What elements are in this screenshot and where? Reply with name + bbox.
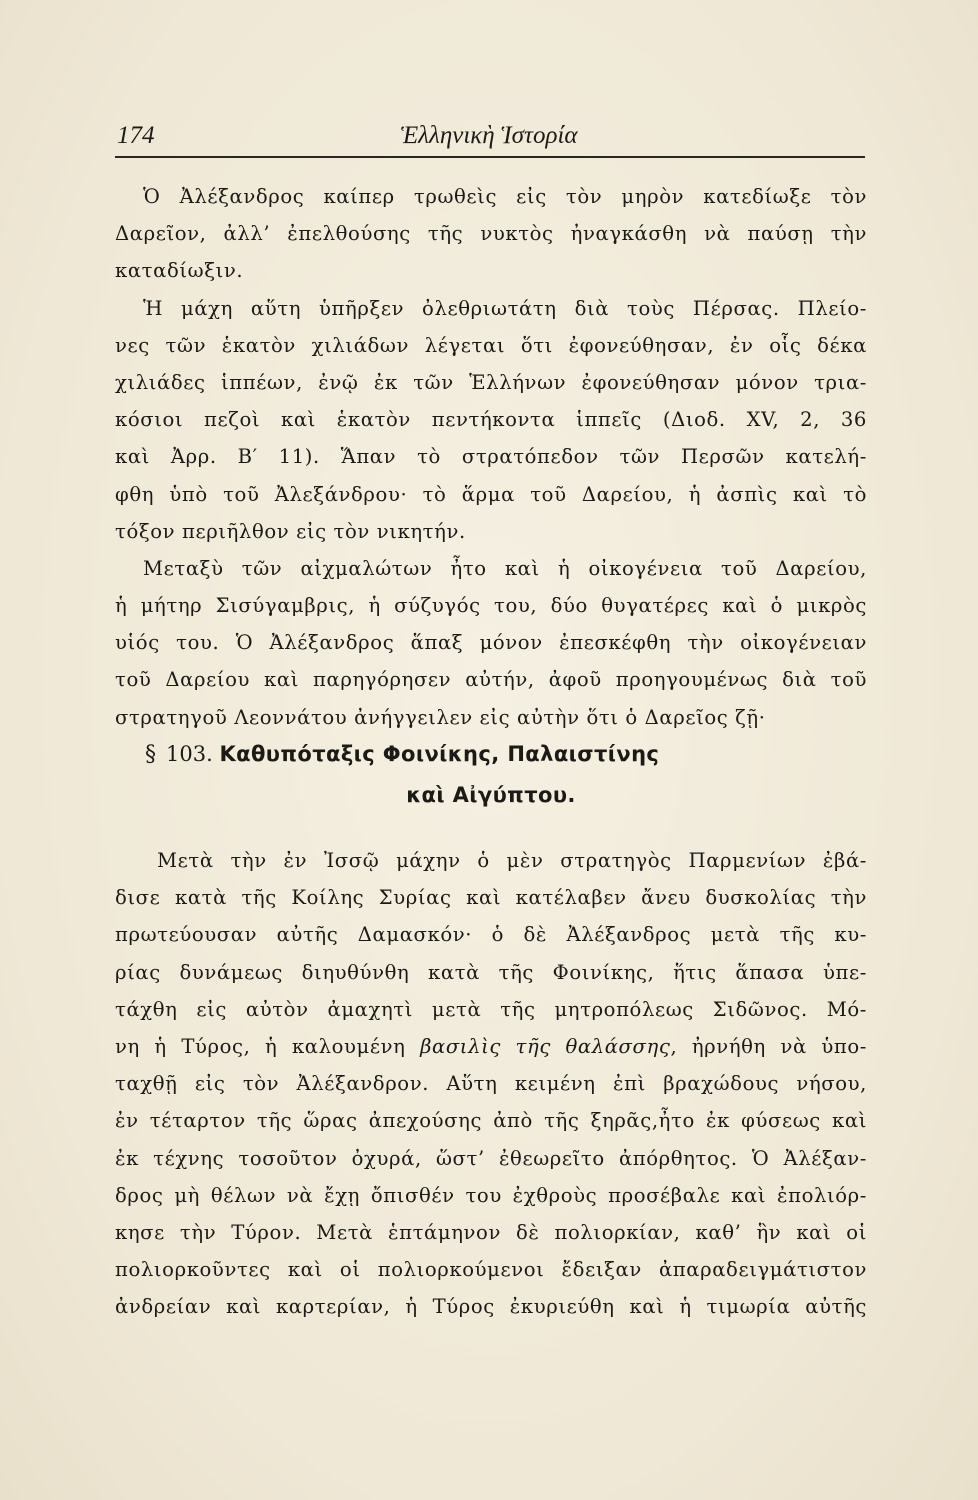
text-line: ρίας δυνάμεως διηυθύνθη κατὰ τῆς Φοινίκης, ἥτις ἅπασα ὑπε- — [115, 960, 867, 984]
text-line: ἐν τέταρτον τῆς ὥρας ἀπεχούσης ἀπὸ τῆς ξηρᾶς,ἦτο ἐκ φύσεως καὶ — [115, 1109, 867, 1133]
text-line: τάχθη εἰς αὐτὸν ἀμαχητὶ μετὰ τῆς μητροπόλεως Σιδῶνος. Μό- — [115, 997, 867, 1021]
text-line: Δαρεῖον, ἀλλ’ ἐπελθούσης τῆς νυκτὸς ἠναγκάσθη νὰ παύσῃ τὴν — [115, 222, 867, 246]
text-line: χιλιάδες ἱππέων, ἐνῷ ἐκ τῶν Ἑλλήνων ἐφονεύθησαν μόνον τρια- — [115, 370, 867, 394]
page-header — [115, 118, 863, 152]
header-rule — [115, 156, 865, 158]
italic-phrase: βασιλὶς τῆς θαλάσσης — [420, 1034, 671, 1058]
text-line: ἡ μήτηρ Σισύγαμβρις, ἡ σύζυγός του, δύο θυγατέρες καὶ ὁ μικρὸς — [115, 594, 867, 618]
text-line: ἀνδρείαν καὶ καρτερίαν, ἡ Τύρος ἐκυριεύθη καὶ ἡ τιμωρία αὐτῆς — [115, 1295, 867, 1319]
text-line: πολιορκοῦντες καὶ οἱ πολιορκούμενοι ἔδειξαν ἀπαραδειγμάτιστον — [115, 1258, 867, 1282]
text-line: τοῦ Δαρείου καὶ παρηγόρησεν αὐτήν, ἀφοῦ προηγουμένως διὰ τοῦ — [115, 668, 867, 692]
text-line: νες τῶν ἑκατὸν χιλιάδων λέγεται ὅτι ἐφονεύθησαν, ἐν οἷς δέκα — [115, 333, 867, 357]
section-title-line-1: Καθυπόταξις Φοινίκης, Παλαιστίνης — [219, 742, 660, 766]
section-number: 103. — [166, 742, 213, 766]
text-line: κησε τὴν Τύρον. Μετὰ ἑπτάμηνον δὲ πολιορκίαν, καθ’ ἣν καὶ οἱ — [115, 1220, 867, 1244]
section-heading-line-1 — [115, 734, 867, 775]
text-line: δρος μὴ θέλων νὰ ἔχῃ ὄπισθέν του ἐχθροὺς προσέβαλε καὶ ἐπολιόρ- — [115, 1183, 867, 1207]
text-line: ταχθῇ εἰς τὸν Ἀλέξανδρον. Αὕτη κειμένη ἐπὶ βραχώδους νήσου, — [115, 1072, 867, 1096]
text-block-upper — [115, 178, 867, 736]
text-line: δισε κατὰ τῆς Κοίλης Συρίας καὶ κατέλαβεν ἄνευ δυσκολίας τὴν — [115, 886, 867, 910]
text-line: ἐκ τέχνης τοσοῦτον ὀχυρά, ὥστ’ ἐθεωρεῖτο ἀπόρθητος. Ὁ Ἀλέξαν- — [115, 1146, 867, 1170]
section-heading-line-2 — [115, 775, 867, 815]
text-line: Ὁ Ἀλέξανδρος καίπερ τρωθεὶς εἰς τὸν μηρὸν κατεδίωξε τὸν — [143, 185, 867, 208]
text-line: καταδίωξιν. — [115, 259, 244, 283]
page-number: 174 — [117, 122, 155, 149]
text-line-mixed — [115, 1028, 867, 1065]
running-title: Ἑλληνικὴ Ἱστορία — [400, 122, 578, 149]
text-line: πρωτεύουσαν αὐτῆς Δαμασκόν· ὁ δὲ Ἀλέξανδρος μετὰ τῆς κυ- — [115, 923, 867, 947]
text-run: , ἠρνήθη νὰ ὑπο- — [670, 1034, 868, 1058]
text-line: Ἡ μάχη αὕτη ὑπῆρξεν ὀλεθριωτάτη διὰ τοὺς Πέρσας. Πλείο- — [143, 296, 867, 320]
text-line: καὶ Ἀρρ. Β′ 11). Ἅπαν τὸ στρατόπεδον τῶν Περσῶν κατελή- — [115, 445, 867, 469]
text-line: στρατηγοῦ Λεοννάτου ἀνήγγειλεν εἰς αὐτὴν ὅτι ὁ Δαρεῖος ζῇ· — [115, 705, 766, 729]
text-line: υἱός του. Ὁ Ἀλέξανδρος ἅπαξ μόνον ἐπεσκέφθη τὴν οἰκογένειαν — [115, 631, 867, 655]
section-heading — [115, 734, 867, 815]
text-line: τόξον περιῆλθον εἰς τὸν νικητήν. — [115, 519, 466, 543]
text-line: φθη ὑπὸ τοῦ Ἀλεξάνδρου· τὸ ἅρμα τοῦ Δαρείου, ἡ ἀσπὶς καὶ τὸ — [115, 482, 867, 506]
text-line: κόσιοι πεζοὶ καὶ ἑκατὸν πεντήκοντα ἱππεῖς (Διοδ. XV, 2, 36 — [115, 408, 867, 432]
text-line: Μεταξὺ τῶν αἰχμαλώτων ἦτο καὶ ἡ οἰκογένεια τοῦ Δαρείου, — [143, 556, 867, 580]
text-run: νη ἡ Τύρος, ἡ καλουμένη — [115, 1034, 421, 1058]
text-block-lower — [115, 842, 867, 1325]
section-title-line-2: καὶ Αἰγύπτου. — [406, 783, 576, 807]
section-sign: § — [145, 742, 156, 767]
text-line: Μετὰ τὴν ἐν Ἰσσῷ μάχην ὁ μὲν στρατηγὸς Παρμενίων ἐβά- — [157, 849, 867, 872]
